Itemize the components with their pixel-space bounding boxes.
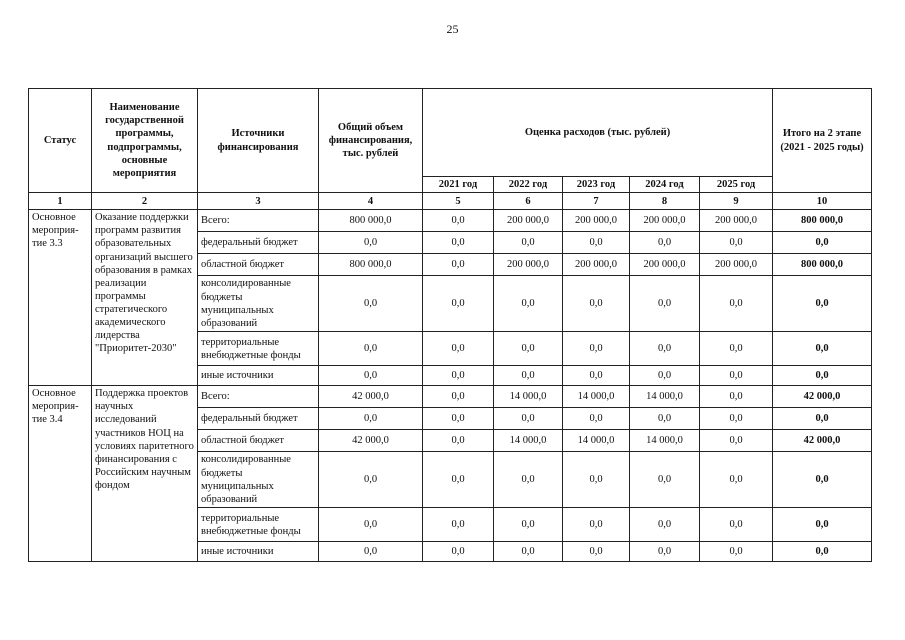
year-value-cell: 14 000,0 bbox=[630, 430, 700, 452]
stage-total-cell: 0,0 bbox=[773, 408, 872, 430]
header-year: 2021 год bbox=[423, 177, 494, 193]
year-value-cell: 0,0 bbox=[630, 542, 700, 562]
status-cell: Основное мероприя-тие 3.3 bbox=[29, 210, 92, 386]
year-value-cell: 200 000,0 bbox=[494, 210, 563, 232]
year-value-cell: 0,0 bbox=[423, 542, 494, 562]
year-value-cell: 0,0 bbox=[630, 332, 700, 366]
year-value-cell: 0,0 bbox=[700, 276, 773, 332]
year-value-cell: 0,0 bbox=[563, 332, 630, 366]
measure-name-cell: Поддержка проектов научных исследований участников НОЦ на условиях паритетного финансирования с Российским научным фондом bbox=[92, 386, 198, 562]
table-row bbox=[29, 386, 872, 408]
total-cell: 800 000,0 bbox=[319, 254, 423, 276]
year-value-cell: 14 000,0 bbox=[494, 386, 563, 408]
table-body bbox=[29, 210, 872, 562]
column-number: 3 bbox=[198, 193, 319, 210]
year-value-cell: 0,0 bbox=[563, 542, 630, 562]
stage-total-cell: 0,0 bbox=[773, 366, 872, 386]
year-value-cell: 0,0 bbox=[563, 452, 630, 508]
year-value-cell: 0,0 bbox=[700, 332, 773, 366]
year-value-cell: 0,0 bbox=[700, 408, 773, 430]
year-value-cell: 0,0 bbox=[630, 232, 700, 254]
year-value-cell: 0,0 bbox=[700, 430, 773, 452]
year-value-cell: 14 000,0 bbox=[494, 430, 563, 452]
column-number: 6 bbox=[494, 193, 563, 210]
year-value-cell: 14 000,0 bbox=[630, 386, 700, 408]
year-value-cell: 200 000,0 bbox=[563, 210, 630, 232]
column-number: 5 bbox=[423, 193, 494, 210]
header-estimate: Оценка расходов (тыс. рублей) bbox=[423, 89, 773, 177]
year-value-cell: 200 000,0 bbox=[700, 210, 773, 232]
stage-total-cell: 0,0 bbox=[773, 276, 872, 332]
year-value-cell: 200 000,0 bbox=[700, 254, 773, 276]
page-number: 25 bbox=[446, 22, 459, 36]
column-number: 1 bbox=[29, 193, 92, 210]
column-number: 9 bbox=[700, 193, 773, 210]
column-number: 2 bbox=[92, 193, 198, 210]
year-value-cell: 0,0 bbox=[423, 276, 494, 332]
source-cell: консолидированные бюджеты муниципальных образований bbox=[198, 452, 319, 508]
year-value-cell: 0,0 bbox=[423, 210, 494, 232]
year-value-cell: 0,0 bbox=[423, 332, 494, 366]
year-value-cell: 0,0 bbox=[630, 508, 700, 542]
year-value-cell: 0,0 bbox=[700, 386, 773, 408]
year-value-cell: 0,0 bbox=[423, 386, 494, 408]
year-value-cell: 200 000,0 bbox=[630, 254, 700, 276]
stage-total-cell: 0,0 bbox=[773, 508, 872, 542]
source-cell: федеральный бюджет bbox=[198, 408, 319, 430]
year-value-cell: 0,0 bbox=[630, 452, 700, 508]
year-value-cell: 0,0 bbox=[630, 366, 700, 386]
source-cell: Всего: bbox=[198, 210, 319, 232]
header-sources: Источники финансирования bbox=[198, 89, 319, 193]
year-value-cell: 200 000,0 bbox=[494, 254, 563, 276]
table-header bbox=[29, 89, 872, 210]
year-value-cell: 0,0 bbox=[563, 232, 630, 254]
header-stage-total: Итого на 2 этапе (2021 - 2025 годы) bbox=[773, 89, 872, 193]
header-status: Статус bbox=[29, 89, 92, 193]
total-cell: 0,0 bbox=[319, 332, 423, 366]
year-value-cell: 0,0 bbox=[563, 408, 630, 430]
total-cell: 0,0 bbox=[319, 408, 423, 430]
year-value-cell: 0,0 bbox=[423, 452, 494, 508]
year-value-cell: 14 000,0 bbox=[563, 386, 630, 408]
source-cell: территориальные внебюджетные фонды bbox=[198, 508, 319, 542]
total-cell: 0,0 bbox=[319, 366, 423, 386]
column-number: 4 bbox=[319, 193, 423, 210]
year-value-cell: 0,0 bbox=[494, 408, 563, 430]
total-cell: 0,0 bbox=[319, 542, 423, 562]
total-cell: 0,0 bbox=[319, 232, 423, 254]
year-value-cell: 0,0 bbox=[494, 508, 563, 542]
status-cell: Основное мероприя-тие 3.4 bbox=[29, 386, 92, 562]
year-value-cell: 0,0 bbox=[423, 254, 494, 276]
column-number: 10 bbox=[773, 193, 872, 210]
stage-total-cell: 0,0 bbox=[773, 232, 872, 254]
measure-name-cell: Оказание поддержки программ развития образовательных организаций высшего образования в рамках реализации программы стратегического академического лидерства "Приоритет-2030" bbox=[92, 210, 198, 386]
stage-total-cell: 800 000,0 bbox=[773, 254, 872, 276]
column-number-row bbox=[29, 193, 872, 210]
year-value-cell: 0,0 bbox=[423, 408, 494, 430]
total-cell: 42 000,0 bbox=[319, 386, 423, 408]
year-value-cell: 0,0 bbox=[700, 366, 773, 386]
year-value-cell: 0,0 bbox=[423, 232, 494, 254]
total-cell: 0,0 bbox=[319, 452, 423, 508]
header-total: Общий объем финансирования, тыс. рублей bbox=[319, 89, 423, 193]
year-value-cell: 0,0 bbox=[423, 508, 494, 542]
year-value-cell: 0,0 bbox=[423, 366, 494, 386]
year-value-cell: 0,0 bbox=[563, 366, 630, 386]
source-cell: территориальные внебюджетные фонды bbox=[198, 332, 319, 366]
source-cell: федеральный бюджет bbox=[198, 232, 319, 254]
year-value-cell: 0,0 bbox=[700, 452, 773, 508]
total-cell: 800 000,0 bbox=[319, 210, 423, 232]
source-cell: иные источники bbox=[198, 366, 319, 386]
source-cell: иные источники bbox=[198, 542, 319, 562]
source-cell: областной бюджет bbox=[198, 430, 319, 452]
header-name: Наименование государственной программы, подпрограммы, основные мероприятия bbox=[92, 89, 198, 193]
year-value-cell: 0,0 bbox=[700, 542, 773, 562]
header-year: 2022 год bbox=[494, 177, 563, 193]
year-value-cell: 200 000,0 bbox=[630, 210, 700, 232]
year-value-cell: 0,0 bbox=[494, 232, 563, 254]
year-value-cell: 0,0 bbox=[700, 232, 773, 254]
budget-table bbox=[28, 88, 872, 562]
year-value-cell: 0,0 bbox=[494, 276, 563, 332]
column-number: 7 bbox=[563, 193, 630, 210]
source-cell: консолидированные бюджеты муниципальных образований bbox=[198, 276, 319, 332]
year-value-cell: 14 000,0 bbox=[563, 430, 630, 452]
year-value-cell: 0,0 bbox=[494, 332, 563, 366]
total-cell: 42 000,0 bbox=[319, 430, 423, 452]
header-year: 2024 год bbox=[630, 177, 700, 193]
year-value-cell: 0,0 bbox=[563, 508, 630, 542]
column-number: 8 bbox=[630, 193, 700, 210]
stage-total-cell: 0,0 bbox=[773, 452, 872, 508]
year-value-cell: 0,0 bbox=[494, 542, 563, 562]
year-value-cell: 0,0 bbox=[494, 452, 563, 508]
source-cell: областной бюджет bbox=[198, 254, 319, 276]
header-year: 2025 год bbox=[700, 177, 773, 193]
source-cell: Всего: bbox=[198, 386, 319, 408]
stage-total-cell: 42 000,0 bbox=[773, 386, 872, 408]
stage-total-cell: 0,0 bbox=[773, 332, 872, 366]
year-value-cell: 0,0 bbox=[423, 430, 494, 452]
stage-total-cell: 0,0 bbox=[773, 542, 872, 562]
table-row bbox=[29, 210, 872, 232]
year-value-cell: 200 000,0 bbox=[563, 254, 630, 276]
year-value-cell: 0,0 bbox=[563, 276, 630, 332]
year-value-cell: 0,0 bbox=[630, 276, 700, 332]
year-value-cell: 0,0 bbox=[700, 508, 773, 542]
year-value-cell: 0,0 bbox=[630, 408, 700, 430]
stage-total-cell: 42 000,0 bbox=[773, 430, 872, 452]
year-value-cell: 0,0 bbox=[494, 366, 563, 386]
stage-total-cell: 800 000,0 bbox=[773, 210, 872, 232]
total-cell: 0,0 bbox=[319, 508, 423, 542]
total-cell: 0,0 bbox=[319, 276, 423, 332]
header-year: 2023 год bbox=[563, 177, 630, 193]
